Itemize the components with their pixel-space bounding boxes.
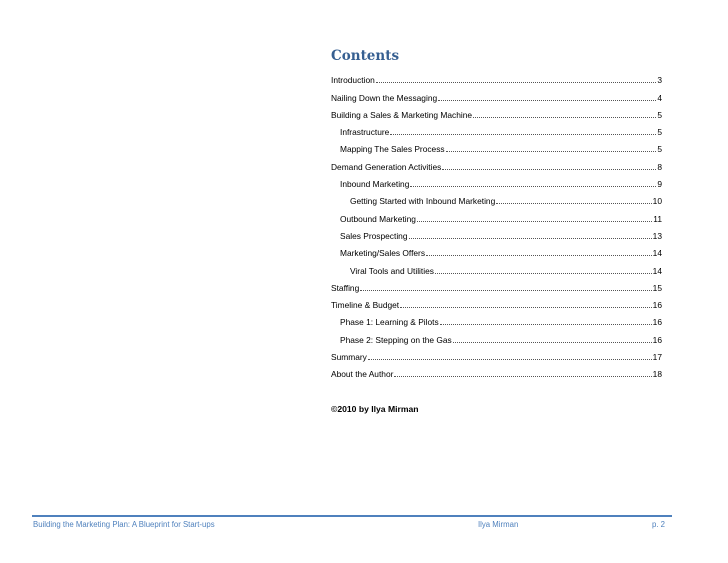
toc-entry-label: Getting Started with Inbound Marketing [350, 196, 496, 207]
toc-leader-dots [376, 82, 657, 83]
toc-entry-page: 5 [657, 144, 662, 155]
toc-entry-label: Inbound Marketing [340, 179, 410, 190]
toc-entry-page: 11 [653, 213, 662, 224]
toc-entry-label: Marketing/Sales Offers [340, 248, 426, 259]
toc-leader-dots [394, 376, 651, 377]
toc-leader-dots [446, 151, 657, 152]
toc-entry[interactable] [331, 224, 662, 241]
toc-entry[interactable] [331, 172, 662, 189]
toc-leader-dots [496, 203, 651, 204]
toc-leader-dots [360, 290, 651, 291]
toc-entry-page: 14 [652, 248, 662, 259]
table-of-contents [331, 48, 662, 379]
toc-entry-label: Summary [331, 352, 367, 363]
toc-entry[interactable] [331, 327, 662, 344]
toc-entry-page: 18 [652, 369, 662, 380]
toc-entry-label: Timeline & Budget [331, 300, 400, 311]
toc-entry-label: Introduction [331, 75, 375, 86]
toc-list [331, 68, 662, 379]
toc-entry[interactable] [331, 85, 662, 102]
toc-leader-dots [453, 342, 652, 343]
toc-leader-dots [426, 255, 652, 256]
toc-entry-page: 5 [657, 109, 662, 120]
toc-entry-page: 13 [652, 230, 662, 241]
toc-entry[interactable] [331, 258, 662, 275]
toc-entry-label: About the Author [331, 369, 394, 380]
toc-entry-label: Phase 1: Learning & Pilots [340, 317, 439, 328]
toc-leader-dots [400, 307, 652, 308]
toc-entry-label: Viral Tools and Utilities [350, 265, 434, 276]
toc-entry[interactable] [331, 189, 662, 206]
toc-entry-label: Sales Prospecting [340, 230, 408, 241]
toc-entry[interactable] [331, 120, 662, 137]
footer-author: Ilya Mirman [478, 520, 519, 529]
toc-entry[interactable] [331, 68, 662, 85]
toc-leader-dots [438, 100, 656, 101]
toc-entry[interactable] [331, 206, 662, 223]
toc-entry-label: Staffing [331, 282, 360, 293]
footer-document-title: Building the Marketing Plan: A Blueprint for Start-ups [33, 520, 215, 529]
toc-leader-dots [417, 221, 652, 222]
toc-entry[interactable] [331, 241, 662, 258]
toc-entry-label: Phase 2: Stepping on the Gas [340, 334, 452, 345]
copyright-notice: ©2010 by Ilya Mirman [331, 404, 419, 414]
toc-leader-dots [390, 134, 656, 135]
toc-leader-dots [442, 169, 656, 170]
toc-entry[interactable] [331, 154, 662, 171]
toc-entry[interactable] [331, 276, 662, 293]
toc-entry-page: 16 [652, 334, 662, 345]
toc-entry-label: Demand Generation Activities [331, 161, 442, 172]
toc-leader-dots [473, 117, 656, 118]
toc-entry-page: 16 [652, 300, 662, 311]
toc-entry-page: 3 [657, 75, 662, 86]
toc-entry-page: 10 [652, 196, 662, 207]
toc-entry-page: 4 [657, 92, 662, 103]
footer-page-number: p. 2 [652, 520, 666, 529]
toc-entry-label: Infrastructure [340, 127, 390, 138]
toc-entry-label: Outbound Marketing [340, 213, 416, 224]
toc-entry[interactable] [331, 362, 662, 379]
toc-entry-page: 9 [657, 179, 662, 190]
toc-entry-label: Nailing Down the Messaging [331, 92, 438, 103]
toc-entry[interactable] [331, 293, 662, 310]
footer-divider [32, 515, 672, 517]
toc-entry-page: 16 [652, 317, 662, 328]
toc-entry[interactable] [331, 103, 662, 120]
toc-leader-dots [440, 324, 652, 325]
toc-leader-dots [435, 273, 652, 274]
toc-entry-page: 5 [657, 127, 662, 138]
toc-leader-dots [410, 186, 656, 187]
toc-entry-label: Building a Sales & Marketing Machine [331, 109, 473, 120]
toc-entry-page: 14 [652, 265, 662, 276]
toc-entry[interactable] [331, 345, 662, 362]
toc-leader-dots [368, 359, 652, 360]
toc-entry-page: 8 [657, 161, 662, 172]
toc-entry[interactable] [331, 137, 662, 154]
toc-entry[interactable] [331, 310, 662, 327]
toc-leader-dots [409, 238, 652, 239]
toc-entry-page: 17 [652, 352, 662, 363]
toc-entry-label: Mapping The Sales Process [340, 144, 445, 155]
contents-heading: Contents [331, 48, 400, 64]
toc-entry-page: 15 [652, 282, 662, 293]
